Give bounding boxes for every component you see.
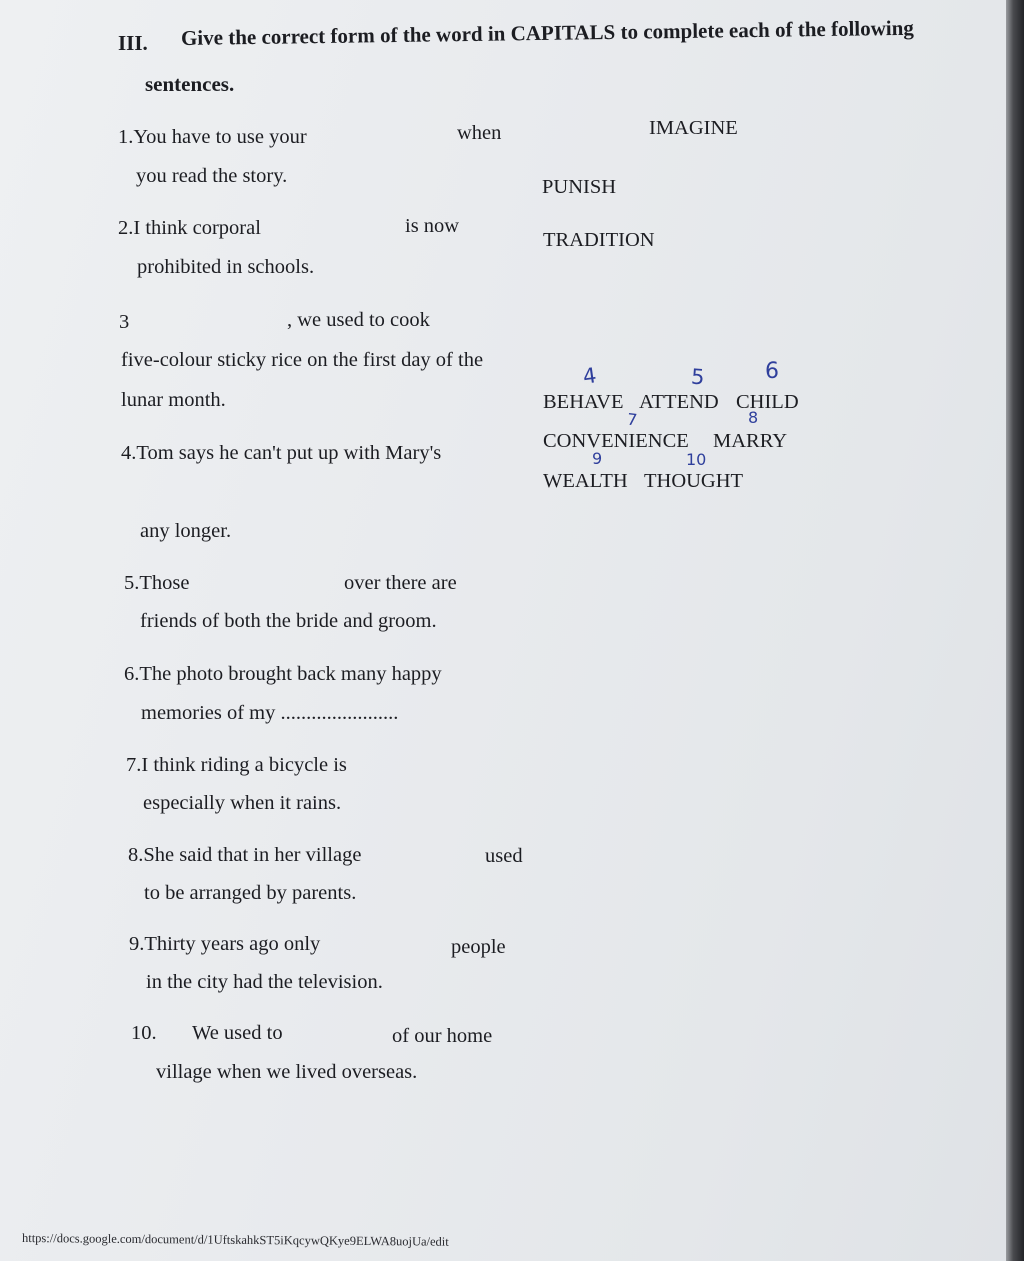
- q9-line1-start: 9.Thirty years ago only: [129, 933, 321, 955]
- q8-line1-end: used: [485, 845, 523, 867]
- handwritten-number-4: 4: [581, 363, 598, 389]
- q3-line1-start: 3: [119, 311, 130, 333]
- photo-shadow-edge: [1006, 0, 1024, 1261]
- q3-line3: lunar month.: [121, 389, 226, 411]
- q3-line2: five-colour sticky rice on the first day of the: [121, 349, 484, 371]
- instruction-line-2: sentences.: [145, 72, 235, 96]
- q10-line2: village when we lived overseas.: [156, 1061, 418, 1083]
- footer-url: https://docs.google.com/document/d/1UftskahkST5iKqcywQKye9ELWA8uojUa/edit: [21, 1231, 449, 1249]
- handwritten-number-6: 6: [765, 359, 779, 384]
- q2-line1-end: is now: [405, 215, 460, 237]
- q3-line1-end: , we used to cook: [287, 309, 430, 331]
- handwritten-number-8: 8: [748, 408, 759, 427]
- section-number: III.: [118, 31, 148, 55]
- word-wealth: WEALTH: [543, 470, 628, 492]
- q5-line1-start: 5.Those: [124, 572, 190, 594]
- q4-line1: 4.Tom says he can't put up with Mary's: [121, 442, 442, 464]
- q9-line2: in the city had the television.: [146, 971, 383, 993]
- handwritten-number-10: 10: [686, 450, 707, 469]
- q9-line1-end: people: [451, 936, 506, 958]
- q5-line1-end: over there are: [344, 572, 457, 594]
- word-attend: ATTEND: [639, 391, 719, 413]
- handwritten-number-9: 9: [592, 449, 603, 468]
- handwritten-number-7: 7: [626, 409, 639, 430]
- q1-line2: you read the story.: [136, 165, 288, 187]
- handwritten-number-5: 5: [690, 364, 706, 390]
- q5-line2: friends of both the bride and groom.: [140, 610, 437, 632]
- word-convenience: CONVENIENCE: [543, 430, 689, 452]
- q1-line1-end: when: [457, 122, 502, 144]
- word-child: CHILD: [736, 391, 799, 413]
- instruction-line-1: Give the correct form of the word in CAPITALS to complete each of the following: [180, 15, 915, 50]
- word-behave: BEHAVE: [543, 391, 624, 413]
- q6-line2: memories of my .......................: [141, 702, 399, 724]
- q7-line1: 7.I think riding a bicycle is: [126, 754, 347, 776]
- word-thought: THOUGHT: [644, 470, 744, 492]
- q4-line2: any longer.: [140, 520, 232, 542]
- word-punish: PUNISH: [542, 176, 617, 198]
- q2-line2: prohibited in schools.: [137, 256, 315, 278]
- q10-line1-middle: We used to: [192, 1022, 283, 1044]
- q1-line1-start: 1.You have to use your: [118, 126, 307, 148]
- q10-line1-end: of our home: [392, 1025, 493, 1047]
- q8-line1-start: 8.She said that in her village: [128, 844, 362, 866]
- q10-number: 10.: [131, 1022, 157, 1044]
- q7-line2: especially when it rains.: [143, 792, 342, 814]
- q6-line1: 6.The photo brought back many happy: [124, 663, 442, 685]
- word-imagine: IMAGINE: [649, 117, 738, 139]
- word-tradition: TRADITION: [543, 229, 655, 251]
- q2-line1-start: 2.I think corporal: [118, 217, 261, 239]
- word-marry: MARRY: [713, 430, 788, 452]
- q8-line2: to be arranged by parents.: [144, 882, 357, 904]
